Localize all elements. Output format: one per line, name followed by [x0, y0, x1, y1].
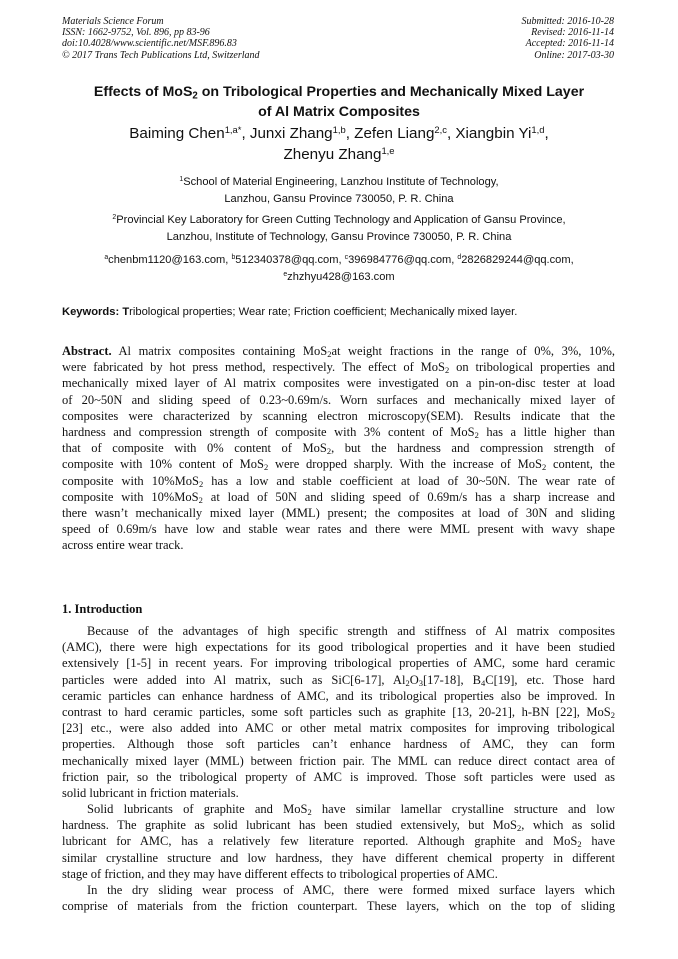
email-link[interactable]: zhzhyu428@163.com: [287, 271, 395, 283]
email-link[interactable]: 396984776@qq.com,: [348, 254, 458, 266]
header-right: [522, 16, 615, 61]
online-date: Online: 2017-03-30: [534, 49, 614, 61]
revised-date: Revised: 2016-11-14: [531, 27, 614, 39]
author-emails: $^a$chenbm1120@163.com, $^b$512340378@qq.com, $^c$396984776@qq.com, $^d$2826829244@qq.com, $^e$zhzhyu428@163.com: [104, 254, 574, 283]
copyright: © 2017 Trans Tech Publications Ltd, Switzerland: [62, 49, 260, 61]
doi: doi:10.4028/www.scientific.net/MSF.896.83: [62, 38, 237, 50]
keywords-label: Keywords:: [62, 306, 123, 318]
introduction-section: 1. Introduction Because of the advantages of high specific strength and stiffness of Al matrix composites (AMC), there were high expectations for its good tribological properties and it have been studied extensively [1-5] in recent years. For improving tribological properties of AMC, some hard ceramic particles were added into Al matrix, such as SiC[6-17], $Al_2O_3[17-18]$, $B_4C[19]$, etc. Those hard ceramic particles can enhance hardness of AMC, and its tribological properties also be improved. In contrast to hard ceramic particles, some soft particles such as graphite [13, 20-21], h-BN [22], MoS$_2$ [23] etc., were also added into AMC or other metal matrix composites for improving tribological properties. Although those soft particles can’t enhance hardness of AMC, they can form mechanically mixed layer (MML) between friction pair. The MML can reduce direct contact area of friction pair, so the tribological property of AMC is improved. Those soft particles were used as solid lubricant in friction materials. Solid lubricants of graphite and MoS$_2$ have similar lamellar crystalline structure and low hardness. The graphite as solid lubricant has been studied extensively, but MoS$_2$, which as solid lubricant for AMC, has a relatively few literature reported. Although graphite and MoS$_2$ have similar crystalline structure and low hardness, they have different chemical property in different stage of friction, and they may have different effects to tribological properties of AMC. In the dry sliding wear process of AMC, there were formed mixed surface layers which comprise of materials from the friction counterpart. These layers, which on the top of sliding: [62, 602, 616, 914]
email-link[interactable]: 2826829244@qq.com,: [461, 254, 574, 266]
author: Zhenyu Zhang: [283, 145, 382, 163]
issn: ISSN: 1662-9752, Vol. 896, pp 83-96: [62, 27, 210, 39]
affiliation-1: $^1$School of Material Engineering, Lanzhou Institute of Technology, Lanzhou, Gansu Province 730050, P. R. China: [179, 176, 499, 205]
accepted-date: Accepted: 2016-11-14: [525, 38, 614, 50]
affiliation-2: $^2$Provincial Key Laboratory for Green Cutting Technology and Application of Gansu Province, Lanzhou, Institute of Technology, Gansu Province 730050, P. R. China: [112, 214, 566, 243]
email-link[interactable]: chenbm1120@163.com,: [108, 254, 232, 266]
abstract-label: Abstract.: [62, 344, 112, 358]
author: Baiming Chen: [129, 125, 225, 142]
email-link[interactable]: 512340378@qq.com,: [235, 254, 345, 266]
journal-name: Materials Science Forum: [62, 16, 164, 27]
keywords: Keywords: Tribological properties; Wear rate; Friction coefficient; Mechanically mixed layer.: [62, 306, 518, 318]
paper-title: Effects of MoS$_2$ on Tribological Properties and Mechanically Mixed Layer of Al Matrix Composites: [93, 84, 585, 120]
abstract: Abstract. Al matrix composites containing MoS$_2$at weight fractions in the range of 0%, 3%, 10%, were fabricated by hot press method, respectively. The effect of MoS$_2$ on tribological properties and mechanically mixed layer of Al matrix composites were investigated on a pin-on-disc tester at load of 20~50N and sliding speed of 0.23~0.69m/s. Worn surfaces and mechanically mixed layer of composites were characterized by scanning electron microscopy(SEM). Results indicate that the hardness and compression strength of composite with 3% content of MoS$_2$ has a little higher than that of composite with 0% content of MoS$_2$, but the hardness and compression strength of composite with 10% content of MoS$_2$ were dropped sharply. With the increase of MoS$_2$ content, the composite with 10%MoS$_2$ has a low and stable coefficient at load of 30~50N. The wear rate of composite with 10%MoS$_2$ at load of 50N and sliding speed of 0.69m/s has a sharp increase and there wasn’t mechanically mixed layer (MML) present; the composites at load of 30N and sliding speed of 0.69m/s have low and stable wear rates and there were MML present with wavy shape across entire wear track.: [62, 344, 616, 553]
author: Zefen Liang: [354, 125, 435, 142]
author: Junxi Zhang: [249, 125, 333, 142]
author: Xiangbin Yi: [455, 125, 532, 142]
section-heading: 1. Introduction: [62, 602, 143, 616]
submitted-date: Submitted: 2016-10-28: [521, 16, 614, 27]
header-left: [62, 16, 260, 61]
author-list: Baiming Chen$^{1,a*}$, Junxi Zhang$^{1,b}$, Zefen Liang$^{2,c}$, Xiangbin Yi$^{1,d}$, Zhenyu Zhang$^{1,e}$: [129, 123, 549, 163]
